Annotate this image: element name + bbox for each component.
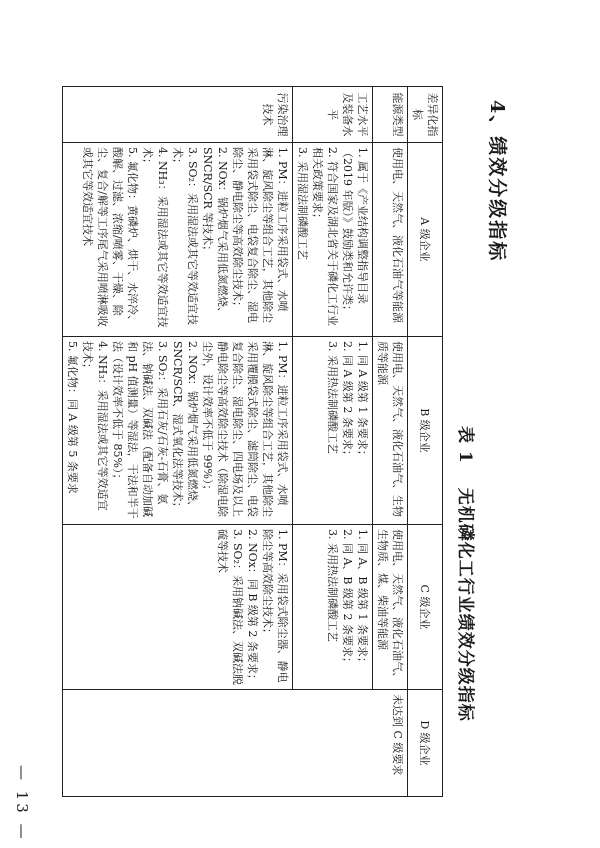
cell-b-energy xyxy=(373,337,408,525)
cell-line: 3. 采用湿法制磷酸工艺 xyxy=(296,147,309,260)
cell-line: 使用电、天然气、液化石油气、生物质等能源 xyxy=(376,341,404,517)
row-label-process: 工艺水平及装备水平 xyxy=(293,87,373,143)
cell-c-pollution xyxy=(63,525,293,690)
cell-line: 2. NOx：同 B 级第 2 条要求； xyxy=(246,529,259,685)
table-title xyxy=(455,426,480,722)
cell-line: 5. 氟化物：黄磷炉、烘干、水淬冷、酸解、过滤、浓缩/喷雾、干燥、除尘、复合/解等工序尾气采用喷淋吸收或其它等效适宜技术 xyxy=(81,147,139,327)
header-grade-d: D 级企业 xyxy=(408,690,443,797)
section-heading: 4、绩效分级指标 xyxy=(486,100,508,263)
cell-line: 3. SO₂：采用湿法或其它等效适宜技术； xyxy=(171,147,199,325)
cell-c-process xyxy=(293,525,373,690)
header-indicator: 差异化指标 xyxy=(408,87,443,143)
cell-line: 2. NOx：锅炉烟气采用低氮燃烧、SNCR/SCR 等技术； xyxy=(201,147,229,318)
header-grade-a: A 级企业 xyxy=(408,143,443,337)
table-number: 表 1 xyxy=(455,426,475,464)
cell-line: 1. PM：采用袋式除尘器、静电除尘等高效除尘技术； xyxy=(261,529,289,683)
cell-c-energy xyxy=(373,525,408,690)
cell-line: 1. 属于《产业结构调整指导目录（2019 年版）》鼓励类和允许类； xyxy=(341,147,369,316)
table-header-row xyxy=(408,87,443,797)
cell-line: 3. SO₂：采用石灰/石灰-石膏、氨法、钠碱法、双碱法（配备自动加碱和 pH 值测量）等湿法，干法和半干法（设计效率不低于 85%）； xyxy=(111,341,169,519)
row-label-pollution: 污染治理技术 xyxy=(63,87,293,143)
cell-b-process xyxy=(293,337,373,525)
cell-line: 2. 符合国家及湖北省关于磷化工行业相关政策要求； xyxy=(311,147,339,326)
table-row xyxy=(373,87,408,797)
row-label-energy: 能源类型 xyxy=(373,87,408,143)
cell-line: 3. 采用热法制磷酸工艺 xyxy=(326,529,339,642)
cell-line: 2. 同 A、B 级第 2 条要求； xyxy=(341,529,354,669)
header-grade-b: B 级企业 xyxy=(408,337,443,525)
cell-line: 使用电、天然气、液化石油气、生物质、煤、柴油等能源 xyxy=(376,529,404,683)
cell-line: 使用电、天然气、液化石油气等能源 xyxy=(391,147,404,323)
cell-b-pollution xyxy=(63,337,293,525)
cell-line: 5. 氟化物：同 A 级第 5 条要求 xyxy=(66,341,79,494)
cell-line: 1. PM：进粒工序采用袋式、水喷淋、旋风除尘等组合工艺，其他除尘采用覆膜袋式除尘、滤筒除尘、电袋复合除尘、湿电除尘、四电场及以上静电除尘等高效除尘技术（除湿电除尘外，设计效率不低于 99%）； xyxy=(201,341,289,517)
cell-line: 3. 采用热法制磷酸工艺 xyxy=(326,341,339,454)
page-number: — 13 — xyxy=(13,765,31,842)
cell-line: 1. 同 A、B 级第 1 条要求； xyxy=(356,529,369,669)
cell-a-energy xyxy=(373,143,408,337)
cell-line: 1. PM：进粒工序采用袋式、水喷淋、旋风除尘等组合工艺，其他除尘采用袋式除尘、电袋复合除尘、湿电除尘、静电除尘等高效除尘技术； xyxy=(231,147,289,323)
cell-a-process xyxy=(293,143,373,337)
header-grade-c: C 级企业 xyxy=(408,525,443,690)
cell-line: 4. NH₃：采用湿法或其它等效适宜技术； xyxy=(81,341,109,511)
cell-a-pollution xyxy=(63,143,293,337)
cell-line: 4. NH₃：采用湿法或其它等效适宜技术； xyxy=(141,147,169,328)
cell-d-all: 未达到 C 级要求 xyxy=(63,690,408,797)
cell-line: 2. 同 A 级第 2 条要求； xyxy=(341,341,354,461)
table-title-text: 无机磷化工行业绩效分级指标 xyxy=(455,487,475,722)
cell-line: 3. SO₂：采用钠碱法、双碱法脱硫等技术 xyxy=(216,529,244,685)
performance-grading-table xyxy=(62,86,443,797)
cell-line: 1. 同 A 级第 1 条要求； xyxy=(356,341,369,461)
cell-line: 2. NOx：锅炉烟气采用低氮燃烧、SNCR/SCR、湿式氧化法等技术； xyxy=(171,341,199,513)
